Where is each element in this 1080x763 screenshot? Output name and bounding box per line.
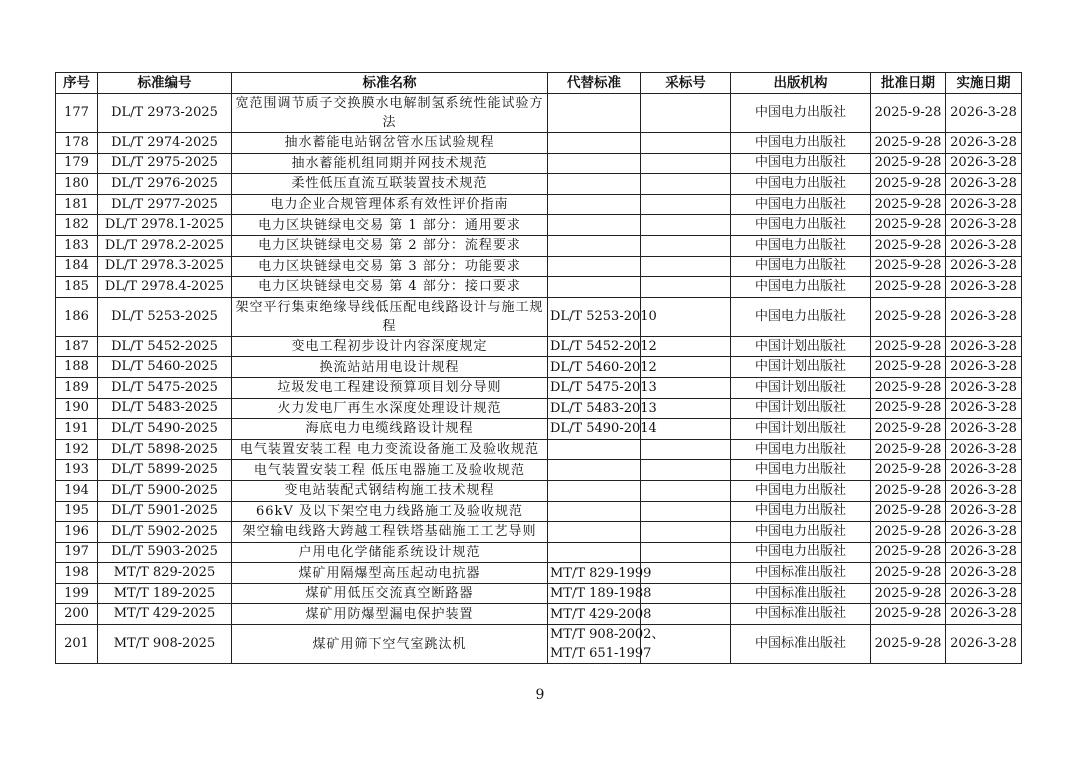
table-row [56,419,1022,440]
cell-approve-date: 2025-9-28 [871,194,946,215]
cell-publisher: 中国标准出版社 [731,625,871,664]
cell-name: 电力企业合规管理体系有效性评价指南 [232,194,548,215]
cell-seq: 199 [56,583,98,604]
cell-replaced [548,480,641,501]
cell-code: DL/T 5452-2025 [98,336,232,357]
cell-name: 煤矿用防爆型漏电保护装置 [232,604,548,625]
header-row [56,73,1022,94]
cell-name: 抽水蓄能电站钢岔管水压试验规程 [232,133,548,154]
cell-name: 抽水蓄能机组同期并网技术规范 [232,153,548,174]
cell-replaced: DL/T 5253-2010 [548,297,641,336]
table-row [56,133,1022,154]
header-implement-date: 实施日期 [946,73,1022,94]
cell-seq: 196 [56,522,98,543]
table-row [56,94,1022,133]
table-row [56,563,1022,584]
cell-replaced: DL/T 5460-2012 [548,357,641,378]
table-row [56,501,1022,522]
cell-seq: 189 [56,377,98,398]
cell-implement-date: 2026-3-28 [946,153,1022,174]
cell-approve-date: 2025-9-28 [871,398,946,419]
cell-name: 海底电力电缆线路设计规程 [232,419,548,440]
cell-publisher: 中国电力出版社 [731,480,871,501]
cell-approve-date: 2025-9-28 [871,480,946,501]
cell-seq: 182 [56,215,98,236]
cell-implement-date: 2026-3-28 [946,377,1022,398]
cell-implement-date: 2026-3-28 [946,563,1022,584]
table-row [56,194,1022,215]
table-row [56,522,1022,543]
cell-publisher: 中国标准出版社 [731,563,871,584]
cell-adopted [641,563,731,584]
table-row [56,604,1022,625]
cell-code: DL/T 5899-2025 [98,460,232,481]
cell-seq: 190 [56,398,98,419]
cell-publisher: 中国电力出版社 [731,174,871,195]
cell-approve-date: 2025-9-28 [871,133,946,154]
cell-seq: 195 [56,501,98,522]
table-row [56,398,1022,419]
cell-code: DL/T 5903-2025 [98,542,232,563]
cell-implement-date: 2026-3-28 [946,583,1022,604]
cell-code: MT/T 829-2025 [98,563,232,584]
cell-name: 宽范围调节质子交换膜水电解制氢系统性能试验方法 [232,94,548,133]
cell-implement-date: 2026-3-28 [946,604,1022,625]
cell-implement-date: 2026-3-28 [946,501,1022,522]
cell-replaced [548,215,641,236]
cell-publisher: 中国电力出版社 [731,522,871,543]
cell-approve-date: 2025-9-28 [871,583,946,604]
cell-approve-date: 2025-9-28 [871,625,946,664]
cell-publisher: 中国计划出版社 [731,398,871,419]
cell-approve-date: 2025-9-28 [871,336,946,357]
cell-implement-date: 2026-3-28 [946,133,1022,154]
header-code: 标准编号 [98,73,232,94]
header-name: 标准名称 [232,73,548,94]
cell-seq: 192 [56,439,98,460]
cell-name: 火力发电厂再生水深度处理设计规范 [232,398,548,419]
cell-adopted [641,215,731,236]
header-adopted: 采标号 [641,73,731,94]
cell-replaced [548,542,641,563]
cell-name: 变电工程初步设计内容深度规定 [232,336,548,357]
cell-adopted [641,235,731,256]
cell-publisher: 中国电力出版社 [731,215,871,236]
cell-replaced: MT/T 189-1988 [548,583,641,604]
cell-approve-date: 2025-9-28 [871,297,946,336]
cell-seq: 179 [56,153,98,174]
cell-publisher: 中国电力出版社 [731,94,871,133]
cell-name: 换流站站用电设计规程 [232,357,548,378]
cell-seq: 181 [56,194,98,215]
cell-replaced: MT/T 829-1999 [548,563,641,584]
table-row [56,297,1022,336]
cell-replaced [548,256,641,277]
cell-code: DL/T 2978.2-2025 [98,235,232,256]
cell-seq: 186 [56,297,98,336]
cell-name: 煤矿用筛下空气室跳汰机 [232,625,548,664]
cell-publisher: 中国电力出版社 [731,194,871,215]
cell-name: 户用电化学储能系统设计规范 [232,542,548,563]
cell-code: DL/T 2973-2025 [98,94,232,133]
cell-code: DL/T 5900-2025 [98,480,232,501]
cell-code: DL/T 5483-2025 [98,398,232,419]
cell-publisher: 中国计划出版社 [731,357,871,378]
cell-replaced [548,133,641,154]
cell-seq: 191 [56,419,98,440]
cell-implement-date: 2026-3-28 [946,398,1022,419]
table-row [56,625,1022,664]
cell-name: 变电站装配式钢结构施工技术规程 [232,480,548,501]
cell-replaced: DL/T 5475-2013 [548,377,641,398]
cell-code: DL/T 2978.4-2025 [98,277,232,298]
table-body [56,94,1022,664]
cell-code: MT/T 429-2025 [98,604,232,625]
cell-implement-date: 2026-3-28 [946,194,1022,215]
cell-approve-date: 2025-9-28 [871,439,946,460]
table-row [56,357,1022,378]
cell-adopted [641,256,731,277]
cell-code: DL/T 2977-2025 [98,194,232,215]
cell-name: 电力区块链绿电交易 第 4 部分：接口要求 [232,277,548,298]
cell-approve-date: 2025-9-28 [871,215,946,236]
cell-code: DL/T 2976-2025 [98,174,232,195]
cell-publisher: 中国标准出版社 [731,604,871,625]
cell-code: DL/T 2978.3-2025 [98,256,232,277]
cell-seq: 183 [56,235,98,256]
cell-adopted [641,522,731,543]
cell-name: 煤矿用隔爆型高压起动电抗器 [232,563,548,584]
table-row [56,153,1022,174]
cell-approve-date: 2025-9-28 [871,377,946,398]
cell-name: 垃圾发电工程建设预算项目划分导则 [232,377,548,398]
header-approve-date: 批准日期 [871,73,946,94]
cell-replaced [548,460,641,481]
cell-approve-date: 2025-9-28 [871,522,946,543]
cell-implement-date: 2026-3-28 [946,522,1022,543]
header-publisher: 出版机构 [731,73,871,94]
cell-replaced: MT/T 908-2002、 MT/T 651-1997 [548,625,641,664]
cell-name: 电力区块链绿电交易 第 1 部分：通用要求 [232,215,548,236]
cell-approve-date: 2025-9-28 [871,94,946,133]
cell-code: DL/T 5460-2025 [98,357,232,378]
cell-name: 电气装置安装工程 低压电器施工及验收规范 [232,460,548,481]
table-row [56,583,1022,604]
cell-code: MT/T 189-2025 [98,583,232,604]
cell-seq: 201 [56,625,98,664]
table-row [56,542,1022,563]
cell-name: 66kV 及以下架空电力线路施工及验收规范 [232,501,548,522]
cell-code: DL/T 5475-2025 [98,377,232,398]
cell-name: 煤矿用低压交流真空断路器 [232,583,548,604]
header-seq: 序号 [56,73,98,94]
table-row [56,480,1022,501]
cell-publisher: 中国电力出版社 [731,235,871,256]
cell-approve-date: 2025-9-28 [871,235,946,256]
cell-code: DL/T 5490-2025 [98,419,232,440]
cell-name: 架空输电线路大跨越工程铁塔基础施工工艺导则 [232,522,548,543]
cell-name: 电力区块链绿电交易 第 3 部分：功能要求 [232,256,548,277]
cell-seq: 197 [56,542,98,563]
cell-adopted [641,460,731,481]
cell-implement-date: 2026-3-28 [946,480,1022,501]
cell-implement-date: 2026-3-28 [946,439,1022,460]
cell-replaced: DL/T 5490-2014 [548,419,641,440]
cell-adopted [641,133,731,154]
cell-publisher: 中国电力出版社 [731,501,871,522]
cell-implement-date: 2026-3-28 [946,357,1022,378]
cell-replaced [548,439,641,460]
cell-seq: 178 [56,133,98,154]
table-row [56,215,1022,236]
cell-implement-date: 2026-3-28 [946,256,1022,277]
cell-implement-date: 2026-3-28 [946,460,1022,481]
cell-publisher: 中国电力出版社 [731,277,871,298]
cell-publisher: 中国电力出版社 [731,297,871,336]
standards-table [55,72,1022,664]
cell-approve-date: 2025-9-28 [871,460,946,481]
cell-publisher: 中国计划出版社 [731,336,871,357]
cell-adopted [641,174,731,195]
cell-publisher: 中国标准出版社 [731,583,871,604]
cell-adopted [641,277,731,298]
cell-publisher: 中国计划出版社 [731,377,871,398]
cell-replaced [548,153,641,174]
table-row [56,174,1022,195]
cell-implement-date: 2026-3-28 [946,174,1022,195]
cell-code: DL/T 2978.1-2025 [98,215,232,236]
cell-approve-date: 2025-9-28 [871,256,946,277]
cell-code: DL/T 5898-2025 [98,439,232,460]
cell-replaced [548,235,641,256]
cell-approve-date: 2025-9-28 [871,542,946,563]
table-row [56,256,1022,277]
cell-code: DL/T 5902-2025 [98,522,232,543]
cell-replaced: MT/T 429-2008 [548,604,641,625]
cell-seq: 184 [56,256,98,277]
cell-seq: 177 [56,94,98,133]
cell-name: 电力区块链绿电交易 第 2 部分：流程要求 [232,235,548,256]
cell-replaced [548,501,641,522]
cell-seq: 194 [56,480,98,501]
cell-approve-date: 2025-9-28 [871,563,946,584]
table-row [56,336,1022,357]
cell-adopted [641,604,731,625]
cell-adopted [641,194,731,215]
cell-replaced [548,522,641,543]
cell-implement-date: 2026-3-28 [946,336,1022,357]
cell-code: DL/T 2975-2025 [98,153,232,174]
cell-replaced [548,194,641,215]
cell-adopted [641,542,731,563]
cell-approve-date: 2025-9-28 [871,419,946,440]
cell-approve-date: 2025-9-28 [871,277,946,298]
cell-seq: 185 [56,277,98,298]
cell-publisher: 中国电力出版社 [731,460,871,481]
cell-approve-date: 2025-9-28 [871,501,946,522]
cell-publisher: 中国电力出版社 [731,439,871,460]
cell-implement-date: 2026-3-28 [946,625,1022,664]
cell-seq: 193 [56,460,98,481]
cell-seq: 200 [56,604,98,625]
cell-name: 柔性低压直流互联装置技术规范 [232,174,548,195]
cell-implement-date: 2026-3-28 [946,297,1022,336]
cell-adopted [641,501,731,522]
cell-seq: 180 [56,174,98,195]
table-row [56,235,1022,256]
cell-publisher: 中国计划出版社 [731,419,871,440]
cell-seq: 187 [56,336,98,357]
cell-approve-date: 2025-9-28 [871,357,946,378]
cell-adopted [641,480,731,501]
table-row [56,460,1022,481]
cell-code: DL/T 5253-2025 [98,297,232,336]
cell-code: DL/T 5901-2025 [98,501,232,522]
cell-replaced [548,174,641,195]
table-row [56,377,1022,398]
page-number: 9 [535,687,545,703]
cell-replaced: DL/T 5483-2013 [548,398,641,419]
cell-adopted [641,439,731,460]
cell-adopted [641,153,731,174]
cell-code: DL/T 2974-2025 [98,133,232,154]
cell-implement-date: 2026-3-28 [946,235,1022,256]
cell-implement-date: 2026-3-28 [946,542,1022,563]
cell-implement-date: 2026-3-28 [946,215,1022,236]
cell-adopted [641,94,731,133]
cell-adopted [641,583,731,604]
cell-publisher: 中国电力出版社 [731,133,871,154]
cell-approve-date: 2025-9-28 [871,604,946,625]
cell-replaced [548,94,641,133]
cell-implement-date: 2026-3-28 [946,419,1022,440]
cell-replaced [548,277,641,298]
cell-approve-date: 2025-9-28 [871,174,946,195]
cell-name: 架空平行集束绝缘导线低压配电线路设计与施工规程 [232,297,548,336]
cell-publisher: 中国电力出版社 [731,153,871,174]
cell-publisher: 中国电力出版社 [731,542,871,563]
cell-seq: 198 [56,563,98,584]
header-replaced: 代替标准 [548,73,641,94]
cell-implement-date: 2026-3-28 [946,94,1022,133]
table-row [56,277,1022,298]
table-row [56,439,1022,460]
cell-publisher: 中国电力出版社 [731,256,871,277]
cell-seq: 188 [56,357,98,378]
cell-approve-date: 2025-9-28 [871,153,946,174]
cell-code: MT/T 908-2025 [98,625,232,664]
cell-implement-date: 2026-3-28 [946,277,1022,298]
cell-replaced: DL/T 5452-2012 [548,336,641,357]
cell-name: 电气装置安装工程 电力变流设备施工及验收规范 [232,439,548,460]
